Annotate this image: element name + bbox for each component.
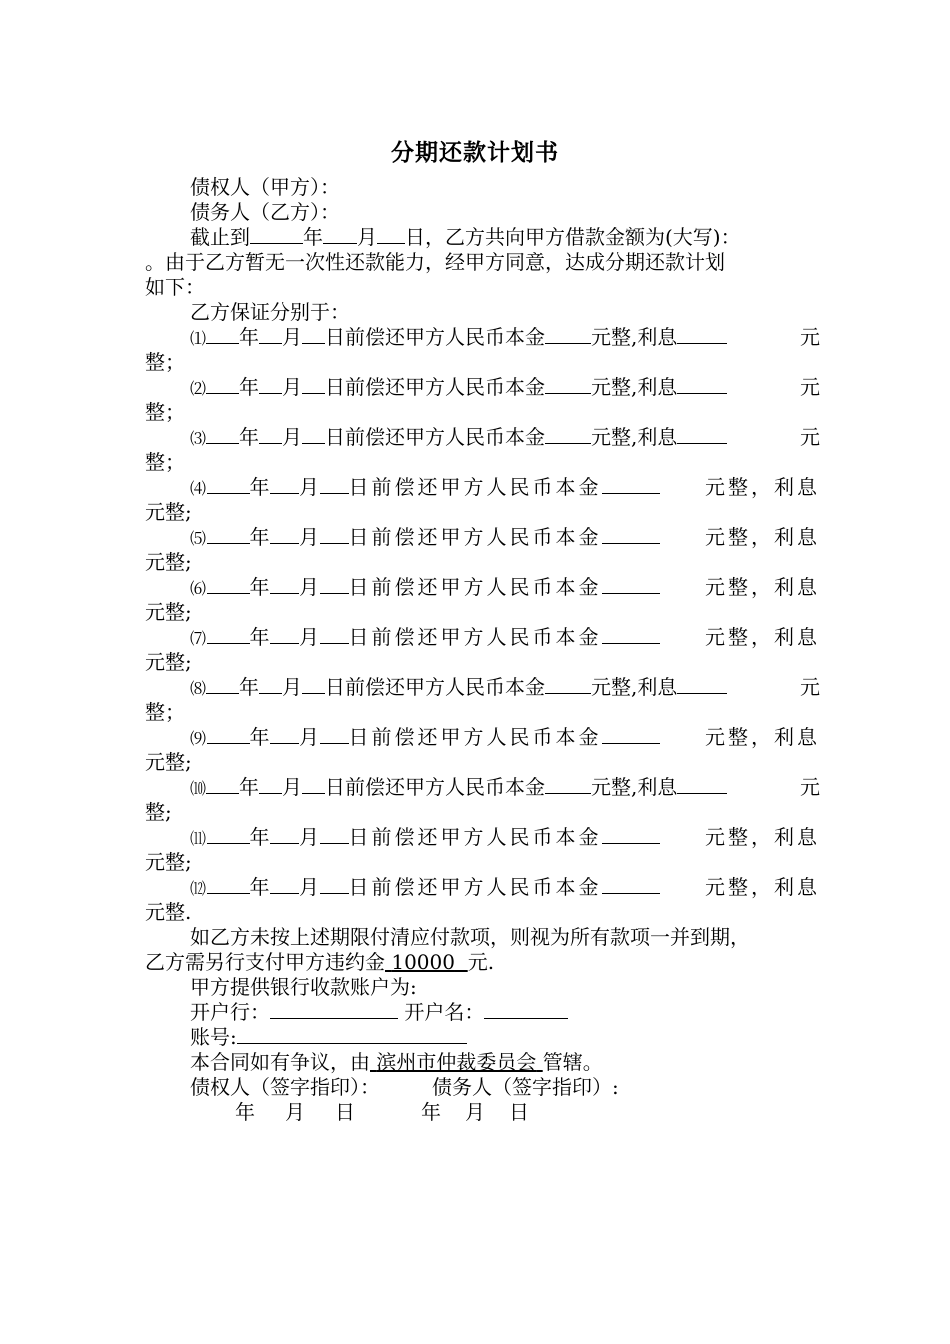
creditor-date-month: 月: [285, 1100, 305, 1124]
creditor-date-year: 年: [235, 1100, 255, 1124]
installment-9-tail: 元整;: [145, 750, 192, 774]
blank-interest[interactable]: [677, 375, 727, 394]
installment-1-tail: 整；: [145, 350, 185, 374]
blank-month[interactable]: [270, 875, 299, 894]
bank-name-label: 开户行：: [190, 1000, 270, 1024]
penalty-amount: 10000: [391, 950, 455, 974]
blank-year[interactable]: [206, 675, 239, 694]
blank-principal[interactable]: [602, 625, 660, 644]
installment-6-tail: 元整;: [145, 600, 192, 624]
installment-12-tail: 元整.: [145, 900, 192, 924]
dispute-line: 本合同如有争议，由 滨州市仲裁委员会 管辖。: [190, 1050, 603, 1074]
blank-month[interactable]: [259, 375, 282, 394]
installment-8: ⑻ 年 月 日前偿还甲方人民币本金 元整,利息 元: [190, 675, 820, 699]
account-no-field[interactable]: [237, 1025, 467, 1044]
bank-account-line: [145, 999, 820, 1025]
blank-day[interactable]: [302, 425, 325, 444]
blank-year[interactable]: [207, 475, 250, 494]
installment-4-tail: 元整;: [145, 500, 192, 524]
intro-line-1: 截止到 年 月 日，乙方共向甲方借款金额为(大写)：: [190, 225, 741, 249]
blank-principal[interactable]: [545, 425, 591, 444]
intro-line-3: 如下：: [145, 275, 205, 299]
creditor-line: [145, 174, 820, 200]
blank-day[interactable]: [320, 625, 349, 644]
document-title: 分期还款计划书: [391, 139, 559, 166]
blank-principal[interactable]: [602, 875, 660, 894]
installment-2-tail: 整；: [145, 400, 185, 424]
guarantee-line: 乙方保证分别于：: [190, 300, 350, 324]
blank-month[interactable]: [270, 725, 299, 744]
installment-5: ⑸ 年 月 日前偿还甲方人民币本金 元整，利息: [190, 525, 820, 549]
blank-month[interactable]: [270, 825, 299, 844]
blank-day[interactable]: [302, 775, 325, 794]
blank-year[interactable]: [207, 725, 250, 744]
blank-day[interactable]: [320, 525, 349, 544]
debtor-date-month: 月: [465, 1100, 485, 1124]
creditor-label: 债权人（甲方）：: [190, 175, 340, 199]
creditor-date-day: 日: [335, 1100, 355, 1124]
installment-10-tail: 整;: [145, 800, 172, 824]
blank-day[interactable]: [302, 325, 325, 344]
blank-year[interactable]: [250, 225, 303, 244]
blank-month[interactable]: [323, 225, 357, 244]
arbitration-body: 滨州市仲裁委员会: [376, 1050, 537, 1074]
installment-9: ⑼ 年 月 日前偿还甲方人民币本金 元整，利息: [190, 725, 820, 749]
debtor-date-year: 年: [421, 1100, 441, 1124]
installment-7: ⑺ 年 月 日前偿还甲方人民币本金 元整，利息: [190, 625, 820, 649]
blank-year[interactable]: [206, 375, 239, 394]
installment-12: ⑿ 年 月 日前偿还甲方人民币本金 元整，利息: [190, 875, 820, 899]
blank-year[interactable]: [207, 825, 250, 844]
bank-intro-line: 甲方提供银行收款账户为:: [190, 975, 417, 999]
installment-7-tail: 元整;: [145, 650, 192, 674]
blank-interest[interactable]: [677, 325, 727, 344]
blank-month[interactable]: [270, 625, 299, 644]
debtor-date-day: 日: [509, 1100, 529, 1124]
debtor-line: [145, 199, 820, 225]
installment-4: ⑷ 年 月 日前偿还甲方人民币本金 元整，利息: [190, 475, 820, 499]
blank-principal[interactable]: [602, 725, 660, 744]
account-name-field[interactable]: [484, 1000, 568, 1019]
blank-day[interactable]: [302, 375, 325, 394]
account-name-label: 开户名：: [404, 1000, 485, 1024]
blank-day[interactable]: [320, 475, 349, 494]
blank-month[interactable]: [259, 675, 282, 694]
blank-day[interactable]: [320, 825, 349, 844]
blank-principal[interactable]: [602, 525, 660, 544]
installment-3-tail: 整；: [145, 450, 185, 474]
blank-year[interactable]: [206, 325, 239, 344]
blank-day[interactable]: [320, 725, 349, 744]
installment-3: ⑶ 年 月 日前偿还甲方人民币本金 元整,利息 元: [190, 425, 820, 449]
blank-interest[interactable]: [677, 425, 727, 444]
blank-year[interactable]: [207, 525, 250, 544]
blank-day[interactable]: [320, 575, 349, 594]
installment-11-tail: 元整;: [145, 850, 192, 874]
default-clause-line-2: 乙方需另行支付甲方违约金 10000 元.: [145, 950, 495, 974]
blank-day[interactable]: [320, 875, 349, 894]
blank-month[interactable]: [270, 575, 299, 594]
blank-year[interactable]: [207, 625, 250, 644]
installment-11: ⑾ 年 月 日前偿还甲方人民币本金 元整，利息: [190, 825, 820, 849]
debtor-signature-label: 债务人（签字指印）:: [432, 1075, 619, 1099]
installment-10: ⑽ 年 月 日前偿还甲方人民币本金 元整,利息 元: [190, 775, 820, 799]
blank-principal[interactable]: [545, 675, 591, 694]
installment-6: ⑹ 年 月 日前偿还甲方人民币本金 元整，利息: [190, 575, 820, 599]
default-clause-line-1: 如乙方未按上述期限付清应付款项，则视为所有款项一并到期，: [190, 925, 750, 949]
blank-month[interactable]: [259, 325, 282, 344]
account-no-label: 账号:: [190, 1025, 237, 1049]
blank-principal[interactable]: [545, 375, 591, 394]
blank-month[interactable]: [270, 525, 299, 544]
blank-year[interactable]: [207, 875, 250, 894]
blank-year[interactable]: [206, 425, 239, 444]
signature-line: [145, 1074, 820, 1100]
blank-year[interactable]: [207, 575, 250, 594]
installment-5-tail: 元整;: [145, 550, 192, 574]
debtor-label: 债务人（乙方）：: [190, 200, 340, 224]
blank-principal[interactable]: [545, 775, 591, 794]
blank-principal[interactable]: [545, 325, 591, 344]
blank-month[interactable]: [259, 775, 282, 794]
signature-date-line: [145, 1099, 820, 1125]
installment-8-tail: 整；: [145, 700, 185, 724]
blank-month[interactable]: [270, 475, 299, 494]
blank-month[interactable]: [259, 425, 282, 444]
blank-year[interactable]: [206, 775, 239, 794]
blank-day[interactable]: [302, 675, 325, 694]
blank-day[interactable]: [377, 225, 405, 244]
account-number-line: [145, 1024, 820, 1050]
blank-principal[interactable]: [602, 575, 660, 594]
blank-interest[interactable]: [677, 775, 727, 794]
creditor-signature-label: 债权人（签字指印）：: [190, 1075, 380, 1099]
blank-principal[interactable]: [602, 825, 660, 844]
blank-interest[interactable]: [677, 675, 727, 694]
installment-1: ⑴ 年 月 日前偿还甲方人民币本金 元整,利息 元: [190, 325, 820, 349]
intro-line-2: 。由于乙方暂无一次性还款能力，经甲方同意，达成分期还款计划: [145, 250, 725, 274]
installment-2: ⑵ 年 月 日前偿还甲方人民币本金 元整,利息 元: [190, 375, 820, 399]
blank-principal[interactable]: [602, 475, 660, 494]
bank-name-field[interactable]: [270, 1000, 398, 1019]
